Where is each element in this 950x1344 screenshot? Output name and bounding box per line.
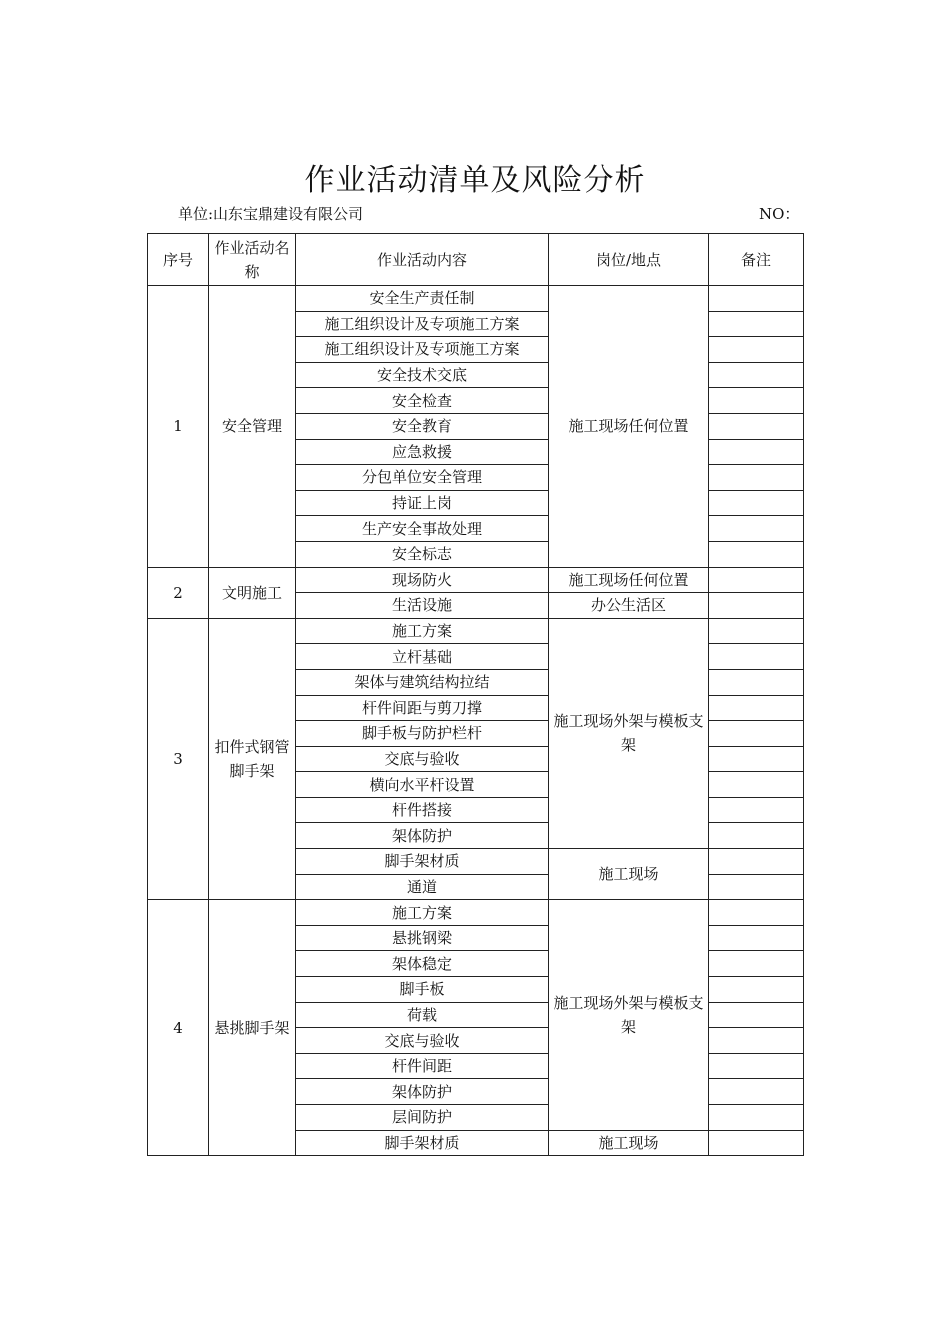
activity-content-cell: 层间防护 (296, 1105, 549, 1131)
remark-cell (709, 823, 804, 849)
remark-cell (709, 516, 804, 542)
group-seq-cell: 3 (148, 618, 209, 900)
remark-cell (709, 1105, 804, 1131)
group-name-cell: 悬挑脚手架 (209, 900, 296, 1156)
activity-content-cell: 架体防护 (296, 823, 549, 849)
activity-content-cell: 施工组织设计及专项施工方案 (296, 311, 549, 337)
remark-cell (709, 465, 804, 491)
activity-risk-table (147, 233, 804, 1156)
activity-content-cell: 脚手板 (296, 977, 549, 1003)
header-content: 作业活动内容 (296, 234, 549, 286)
group-name-cell: 安全管理 (209, 286, 296, 568)
remark-cell (709, 644, 804, 670)
activity-content-cell: 安全检查 (296, 388, 549, 414)
remark-cell (709, 746, 804, 772)
header-activity-name: 作业活动名称 (209, 234, 296, 286)
remark-cell (709, 1053, 804, 1079)
number-label: NO： (759, 205, 800, 223)
remark-cell (709, 388, 804, 414)
remark-cell (709, 951, 804, 977)
remark-cell (709, 311, 804, 337)
activity-content-cell: 施工组织设计及专项施工方案 (296, 337, 549, 363)
remark-cell (709, 439, 804, 465)
activity-content-cell: 分包单位安全管理 (296, 465, 549, 491)
activity-content-cell: 施工方案 (296, 900, 549, 926)
remark-cell (709, 772, 804, 798)
header-seq: 序号 (148, 234, 209, 286)
remark-cell (709, 362, 804, 388)
remark-cell (709, 490, 804, 516)
location-cell: 施工现场 (549, 849, 709, 900)
header-location: 岗位/地点 (549, 234, 709, 286)
table-body (148, 286, 804, 1156)
remark-cell (709, 1002, 804, 1028)
activity-content-cell: 立杆基础 (296, 644, 549, 670)
location-cell: 施工现场任何位置 (549, 286, 709, 568)
group-name-cell: 文明施工 (209, 567, 296, 618)
group-seq-cell: 1 (148, 286, 209, 568)
remark-cell (709, 286, 804, 312)
activity-content-cell: 生产安全事故处理 (296, 516, 549, 542)
activity-content-cell: 安全技术交底 (296, 362, 549, 388)
activity-content-cell: 架体稳定 (296, 951, 549, 977)
remark-cell (709, 900, 804, 926)
remark-cell (709, 413, 804, 439)
remark-cell (709, 977, 804, 1003)
activity-content-cell: 架体与建筑结构拉结 (296, 669, 549, 695)
location-cell: 施工现场 (549, 1130, 709, 1156)
location-cell: 施工现场任何位置 (549, 567, 709, 593)
activity-content-cell: 横向水平杆设置 (296, 772, 549, 798)
activity-content-cell: 杆件搭接 (296, 797, 549, 823)
remark-cell (709, 337, 804, 363)
activity-content-cell: 现场防火 (296, 567, 549, 593)
remark-cell (709, 797, 804, 823)
remark-cell (709, 1079, 804, 1105)
activity-content-cell: 脚手架材质 (296, 1130, 549, 1156)
remark-cell (709, 1028, 804, 1054)
activity-content-cell: 安全教育 (296, 413, 549, 439)
activity-content-cell: 脚手架材质 (296, 849, 549, 875)
remark-cell (709, 567, 804, 593)
activity-content-cell: 脚手板与防护栏杆 (296, 721, 549, 747)
remark-cell (709, 925, 804, 951)
location-cell: 办公生活区 (549, 593, 709, 619)
activity-content-cell: 持证上岗 (296, 490, 549, 516)
group-seq-cell: 2 (148, 567, 209, 618)
activity-content-cell: 交底与验收 (296, 746, 549, 772)
remark-cell (709, 695, 804, 721)
activity-content-cell: 安全生产责任制 (296, 286, 549, 312)
activity-content-cell: 安全标志 (296, 541, 549, 567)
remark-cell (709, 618, 804, 644)
document-title: 作业活动清单及风险分析 (304, 163, 646, 198)
activity-content-cell: 施工方案 (296, 618, 549, 644)
table-row (148, 567, 804, 593)
remark-cell (709, 541, 804, 567)
group-name-cell: 扣件式钢管脚手架 (209, 618, 296, 900)
group-seq-cell: 4 (148, 900, 209, 1156)
header-row (148, 234, 804, 286)
header-remark: 备注 (709, 234, 804, 286)
remark-cell (709, 874, 804, 900)
remark-cell (709, 593, 804, 619)
remark-cell (709, 721, 804, 747)
location-cell: 施工现场外架与模板支架 (549, 618, 709, 848)
activity-content-cell: 悬挑钢梁 (296, 925, 549, 951)
activity-content-cell: 应急救援 (296, 439, 549, 465)
remark-cell (709, 849, 804, 875)
remark-cell (709, 669, 804, 695)
unit-label: 单位:山东宝鼎建设有限公司 (178, 205, 364, 223)
activity-content-cell: 杆件间距与剪刀撑 (296, 695, 549, 721)
activity-content-cell: 生活设施 (296, 593, 549, 619)
activity-content-cell: 杆件间距 (296, 1053, 549, 1079)
activity-content-cell: 通道 (296, 874, 549, 900)
activity-content-cell: 交底与验收 (296, 1028, 549, 1054)
table-header (148, 234, 804, 286)
activity-content-cell: 架体防护 (296, 1079, 549, 1105)
table-row (148, 618, 804, 644)
table-row (148, 900, 804, 926)
table-row (148, 286, 804, 312)
location-cell: 施工现场外架与模板支架 (549, 900, 709, 1130)
remark-cell (709, 1130, 804, 1156)
activity-content-cell: 荷载 (296, 1002, 549, 1028)
